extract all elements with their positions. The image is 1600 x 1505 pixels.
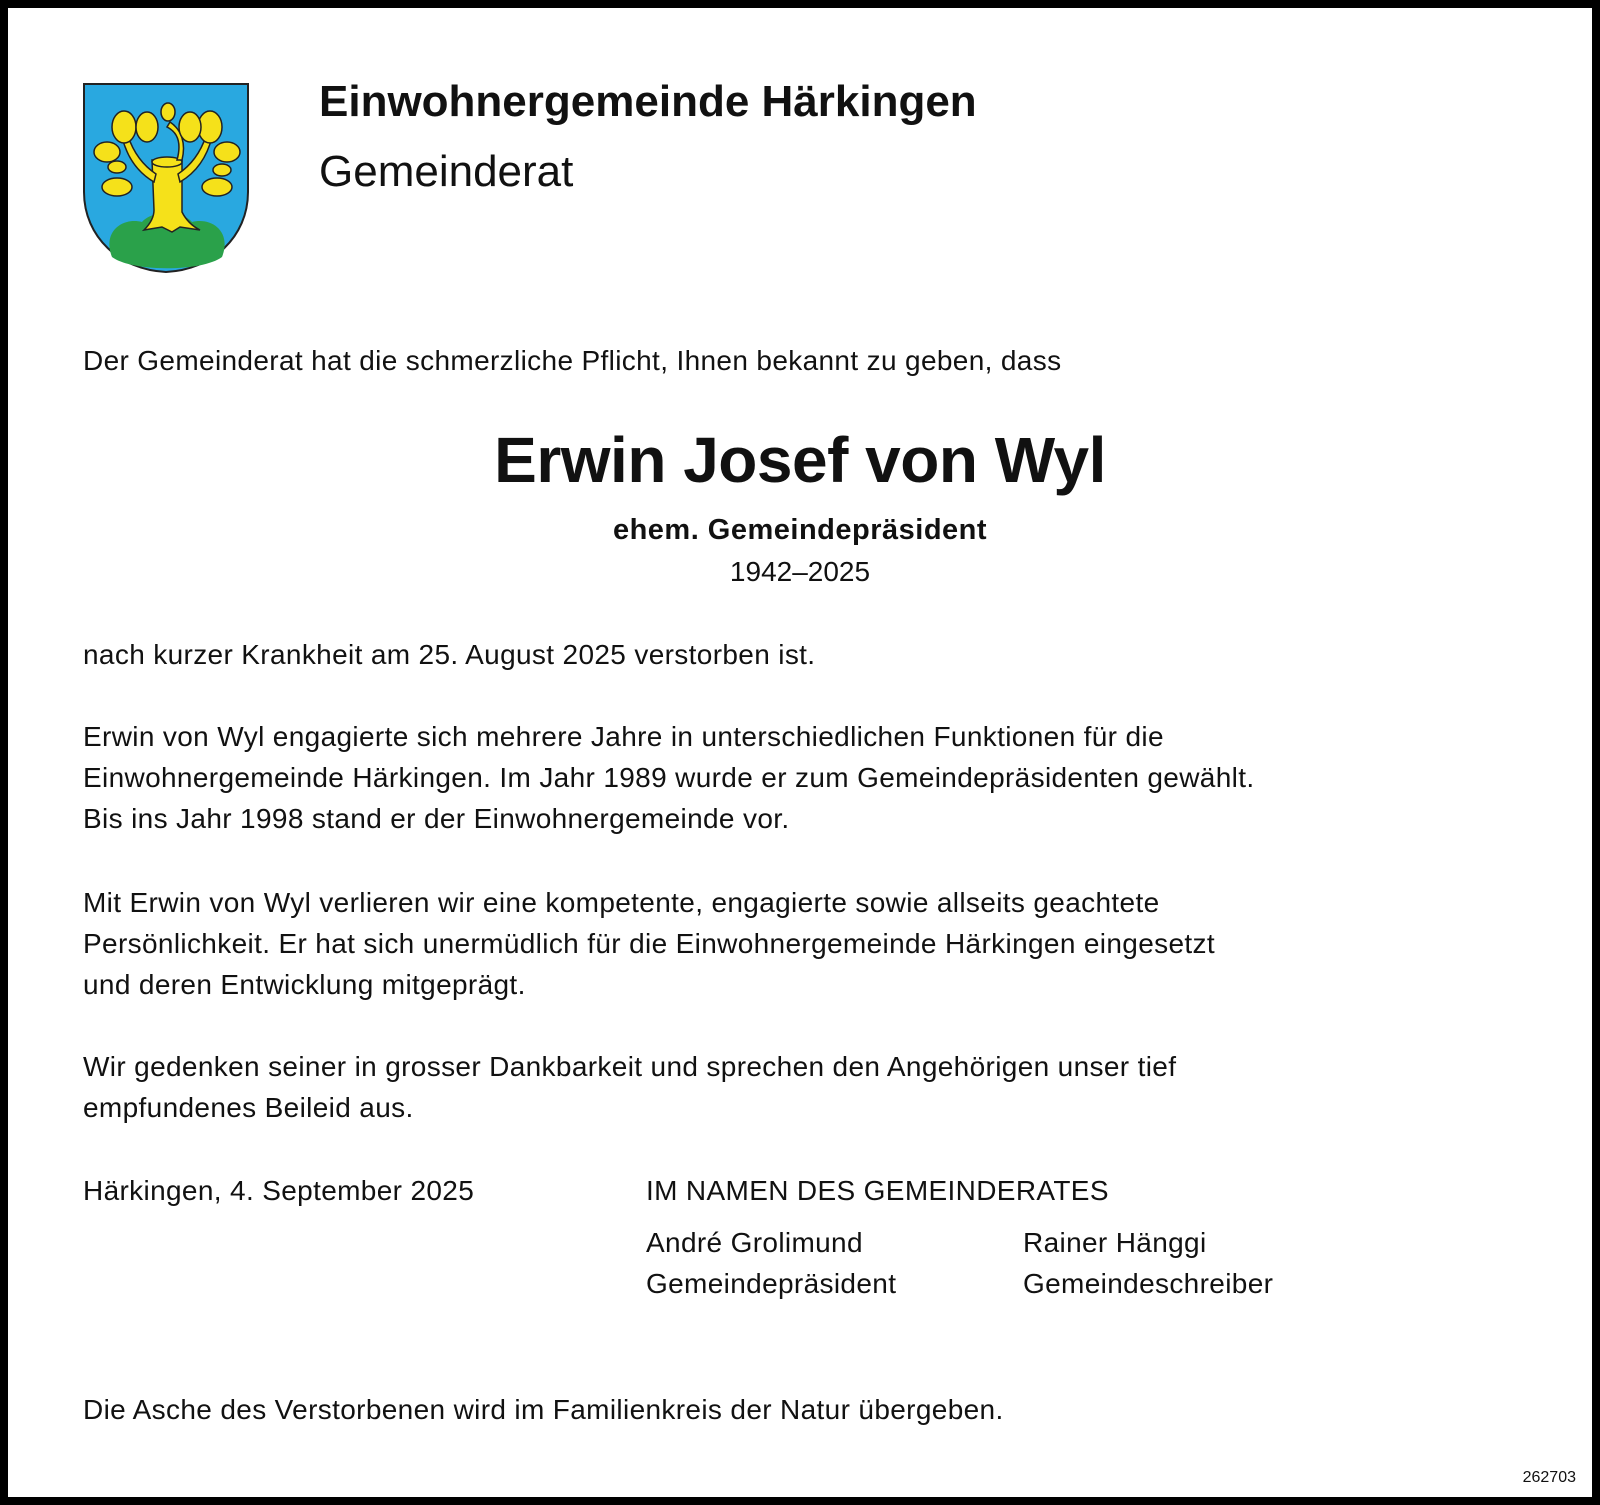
department-name: Gemeinderat (319, 147, 574, 196)
paragraph-line: nach kurzer Krankheit am 25. August 2025 verstorben ist. (83, 639, 816, 670)
intro-text: Der Gemeinderat hat die schmerzliche Pflicht, Ihnen bekannt zu geben, dass (83, 345, 1062, 376)
signatory-2-name: Rainer Hänggi (1023, 1227, 1207, 1258)
paragraph-2 (83, 716, 1254, 839)
signatory-2-title: Gemeindeschreiber (1023, 1268, 1274, 1299)
ad-number: 262703 (1522, 1469, 1576, 1486)
deceased-name: Erwin Josef von Wyl (494, 424, 1106, 496)
paragraph-3 (83, 882, 1215, 1005)
deceased-years: 1942–2025 (729, 556, 871, 587)
paragraph-line: Wir gedenken seiner in grosser Dankbarkeit und sprechen den Angehörigen unser tief (83, 1051, 1177, 1082)
paragraph-line: Einwohnergemeinde Härkingen. Im Jahr 1989 wurde er zum Gemeindepräsidenten gewählt. (83, 762, 1255, 793)
place-date: Härkingen, 4. September 2025 (83, 1175, 475, 1206)
paragraph-line: Persönlichkeit. Er hat sich unermüdlich für die Einwohnergemeinde Härkingen eingesetzt (83, 928, 1216, 959)
deceased-role: ehem. Gemeindepräsident (612, 514, 988, 546)
paragraph-line: empfundenes Beileid aus. (83, 1092, 414, 1123)
paragraph-line: Bis ins Jahr 1998 stand er der Einwohnergemeinde vor. (83, 803, 790, 834)
on-behalf-label: IM NAMEN DES GEMEINDERATES (646, 1175, 1109, 1206)
footer-note: Die Asche des Verstorbenen wird im Familienkreis der Natur übergeben. (83, 1394, 1004, 1425)
paragraph-line: und deren Entwicklung mitgeprägt. (83, 969, 526, 1000)
organization-name: Einwohnergemeinde Härkingen (319, 77, 977, 126)
paragraph-4 (83, 1046, 1176, 1128)
coat-of-arms-icon (82, 82, 252, 274)
paragraph-1 (83, 634, 815, 675)
paragraph-line: Erwin von Wyl engagierte sich mehrere Jahre in unterschiedlichen Funktionen für die (83, 721, 1164, 752)
paragraph-line: Mit Erwin von Wyl verlieren wir eine kompetente, engagierte sowie allseits geachtete (83, 887, 1160, 918)
signatory-1-title: Gemeindepräsident (646, 1268, 897, 1299)
signatory-1-name: André Grolimund (646, 1227, 863, 1258)
